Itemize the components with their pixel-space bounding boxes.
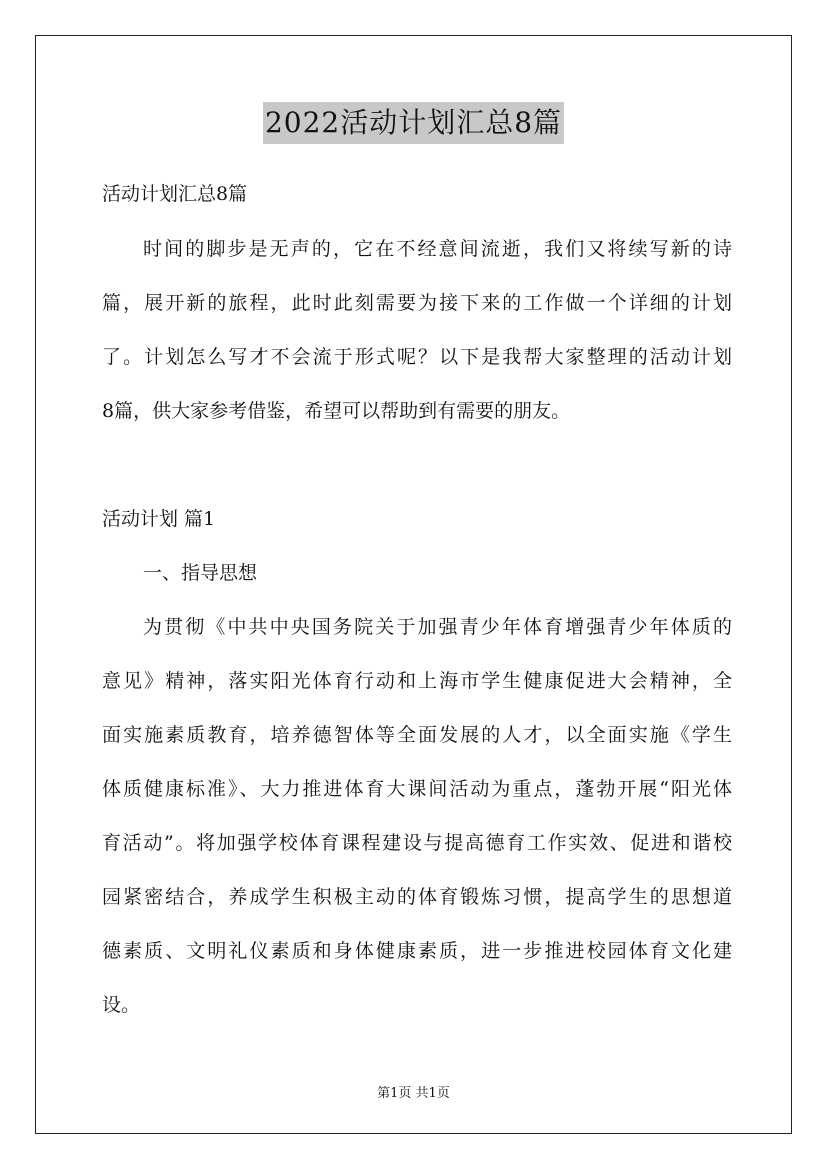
body-line-6: 园紧密结合，养成学生积极主动的体育锻炼习惯，提高学生的思想道 xyxy=(102,886,732,908)
intro-line-2: 篇，展开新的旅程，此时此刻需要为接下来的工作做一个详细的计划 xyxy=(102,292,732,314)
document-title: 2022活动计划汇总8篇 xyxy=(263,102,564,144)
body-line-2: 意见》精神，落实阳光体育行动和上海市学生健康促进大会精神，全 xyxy=(102,670,732,692)
body-line-3: 面实施素质教育，培养德智体等全面发展的人才，以全面实施《学生 xyxy=(102,724,732,746)
body-line-1: 为贯彻《中共中央国务院关于加强青少年体育增强青少年体质的 xyxy=(143,616,732,638)
body-line-5: 育活动”。将加强学校体育课程建设与提高德育工作实效、促进和谐校 xyxy=(102,832,732,854)
document-heading: 活动计划汇总8篇 xyxy=(102,183,248,205)
body-line-7: 德素质、文明礼仪素质和身体健康素质，进一步推进校园体育文化建 xyxy=(102,940,732,962)
page-footer: 第1页 共1页 xyxy=(377,1086,450,1101)
intro-line-4: 8篇，供大家参考借鉴，希望可以帮助到有需要的朋友。 xyxy=(102,400,571,422)
document-title-wrap xyxy=(0,102,827,144)
body-line-8: 设。 xyxy=(102,994,141,1016)
subheading: 一、指导思想 xyxy=(143,562,258,584)
intro-line-3: 了。计划怎么写才不会流于形式呢？以下是我帮大家整理的活动计划 xyxy=(102,346,732,368)
section-heading: 活动计划 篇1 xyxy=(102,508,216,530)
intro-line-1: 时间的脚步是无声的，它在不经意间流逝，我们又将续写新的诗 xyxy=(143,238,732,260)
body-line-4: 体质健康标准》、大力推进体育大课间活动为重点，蓬勃开展“阳光体 xyxy=(102,778,732,800)
